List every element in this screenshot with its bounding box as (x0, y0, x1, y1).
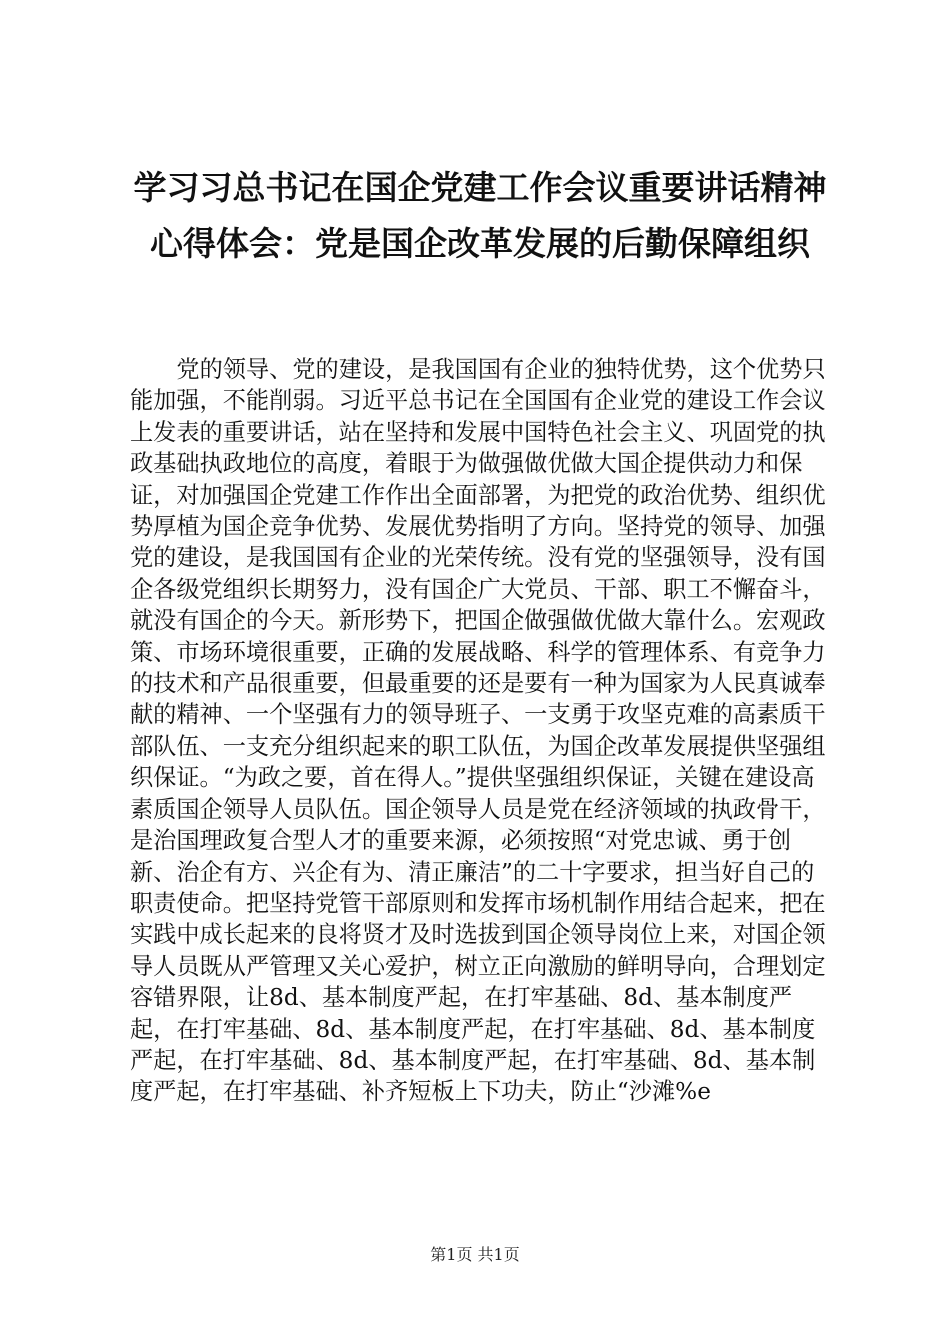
body-paragraph: 党的领导、党的建设，是我国国有企业的独特优势，这个优势只能加强，不能削弱。习近平总书记在全国国有企业党的建设工作会议上发表的重要讲话，站在坚持和发展中国特色社会主义、巩固党的执政基础执政地位的高度，着眼于为做强做优做大国企提供动力和保证，对加强国企党建工作作出全面部署，为把党的政治优势、组织优势厚植为国企竞争优势、发展优势指明了方向。坚持党的领导、加强党的建设，是我国国有企业的光荣传统。没有党的坚强领导，没有国企各级党组织长期努力，没有国企广大党员、干部、职工不懈奋斗，就没有国企的今天。新形势下，把国企做强做优做大靠什么。宏观政策、市场环境很重要，正确的发展战略、科学的管理体系、有竞争力的技术和产品很重要，但最重要的还是要有一种为国家为人民真诚奉献的精神、一个坚强有力的领导班子、一支勇于攻坚克难的高素质干部队伍、一支充分组织起来的职工队伍，为国企改革发展提供坚强组织保证。“为政之要，首在得人。”提供坚强组织保证，关键在建设高素质国企领导人员队伍。国企领导人员是党在经济领域的执政骨干，是治国理政复合型人才的重要来源，必须按照“对党忠诚、勇于创新、治企有方、兴企有为、清正廉洁”的二十字要求，担当好自己的职责使命。把坚持党管干部原则和发挥市场机制作用结合起来，把在实践中成长起来的良将贤才及时选拔到国企领导岗位上来，对国企领导人员既从严管理又关心爱护，树立正向激励的鲜明导向，合理划定容错界限，让8d、基本制度严起，在打牢基础、8d、基本制度严起，在打牢基础、8d、基本制度严起，在打牢基础、8d、基本制度严起，在打牢基础、8d、基本制度严起，在打牢基础、8d、基本制度严起，在打牢基础、补齐短板上下功夫，防止“沙滩%e (130, 356, 826, 1106)
page-number-footer: 第1页 共1页 (430, 1245, 520, 1264)
document-title: 学习习总书记在国企党建工作会议重要讲话精神心得体会：党是国企改革发展的后勤保障组织 (133, 168, 827, 263)
